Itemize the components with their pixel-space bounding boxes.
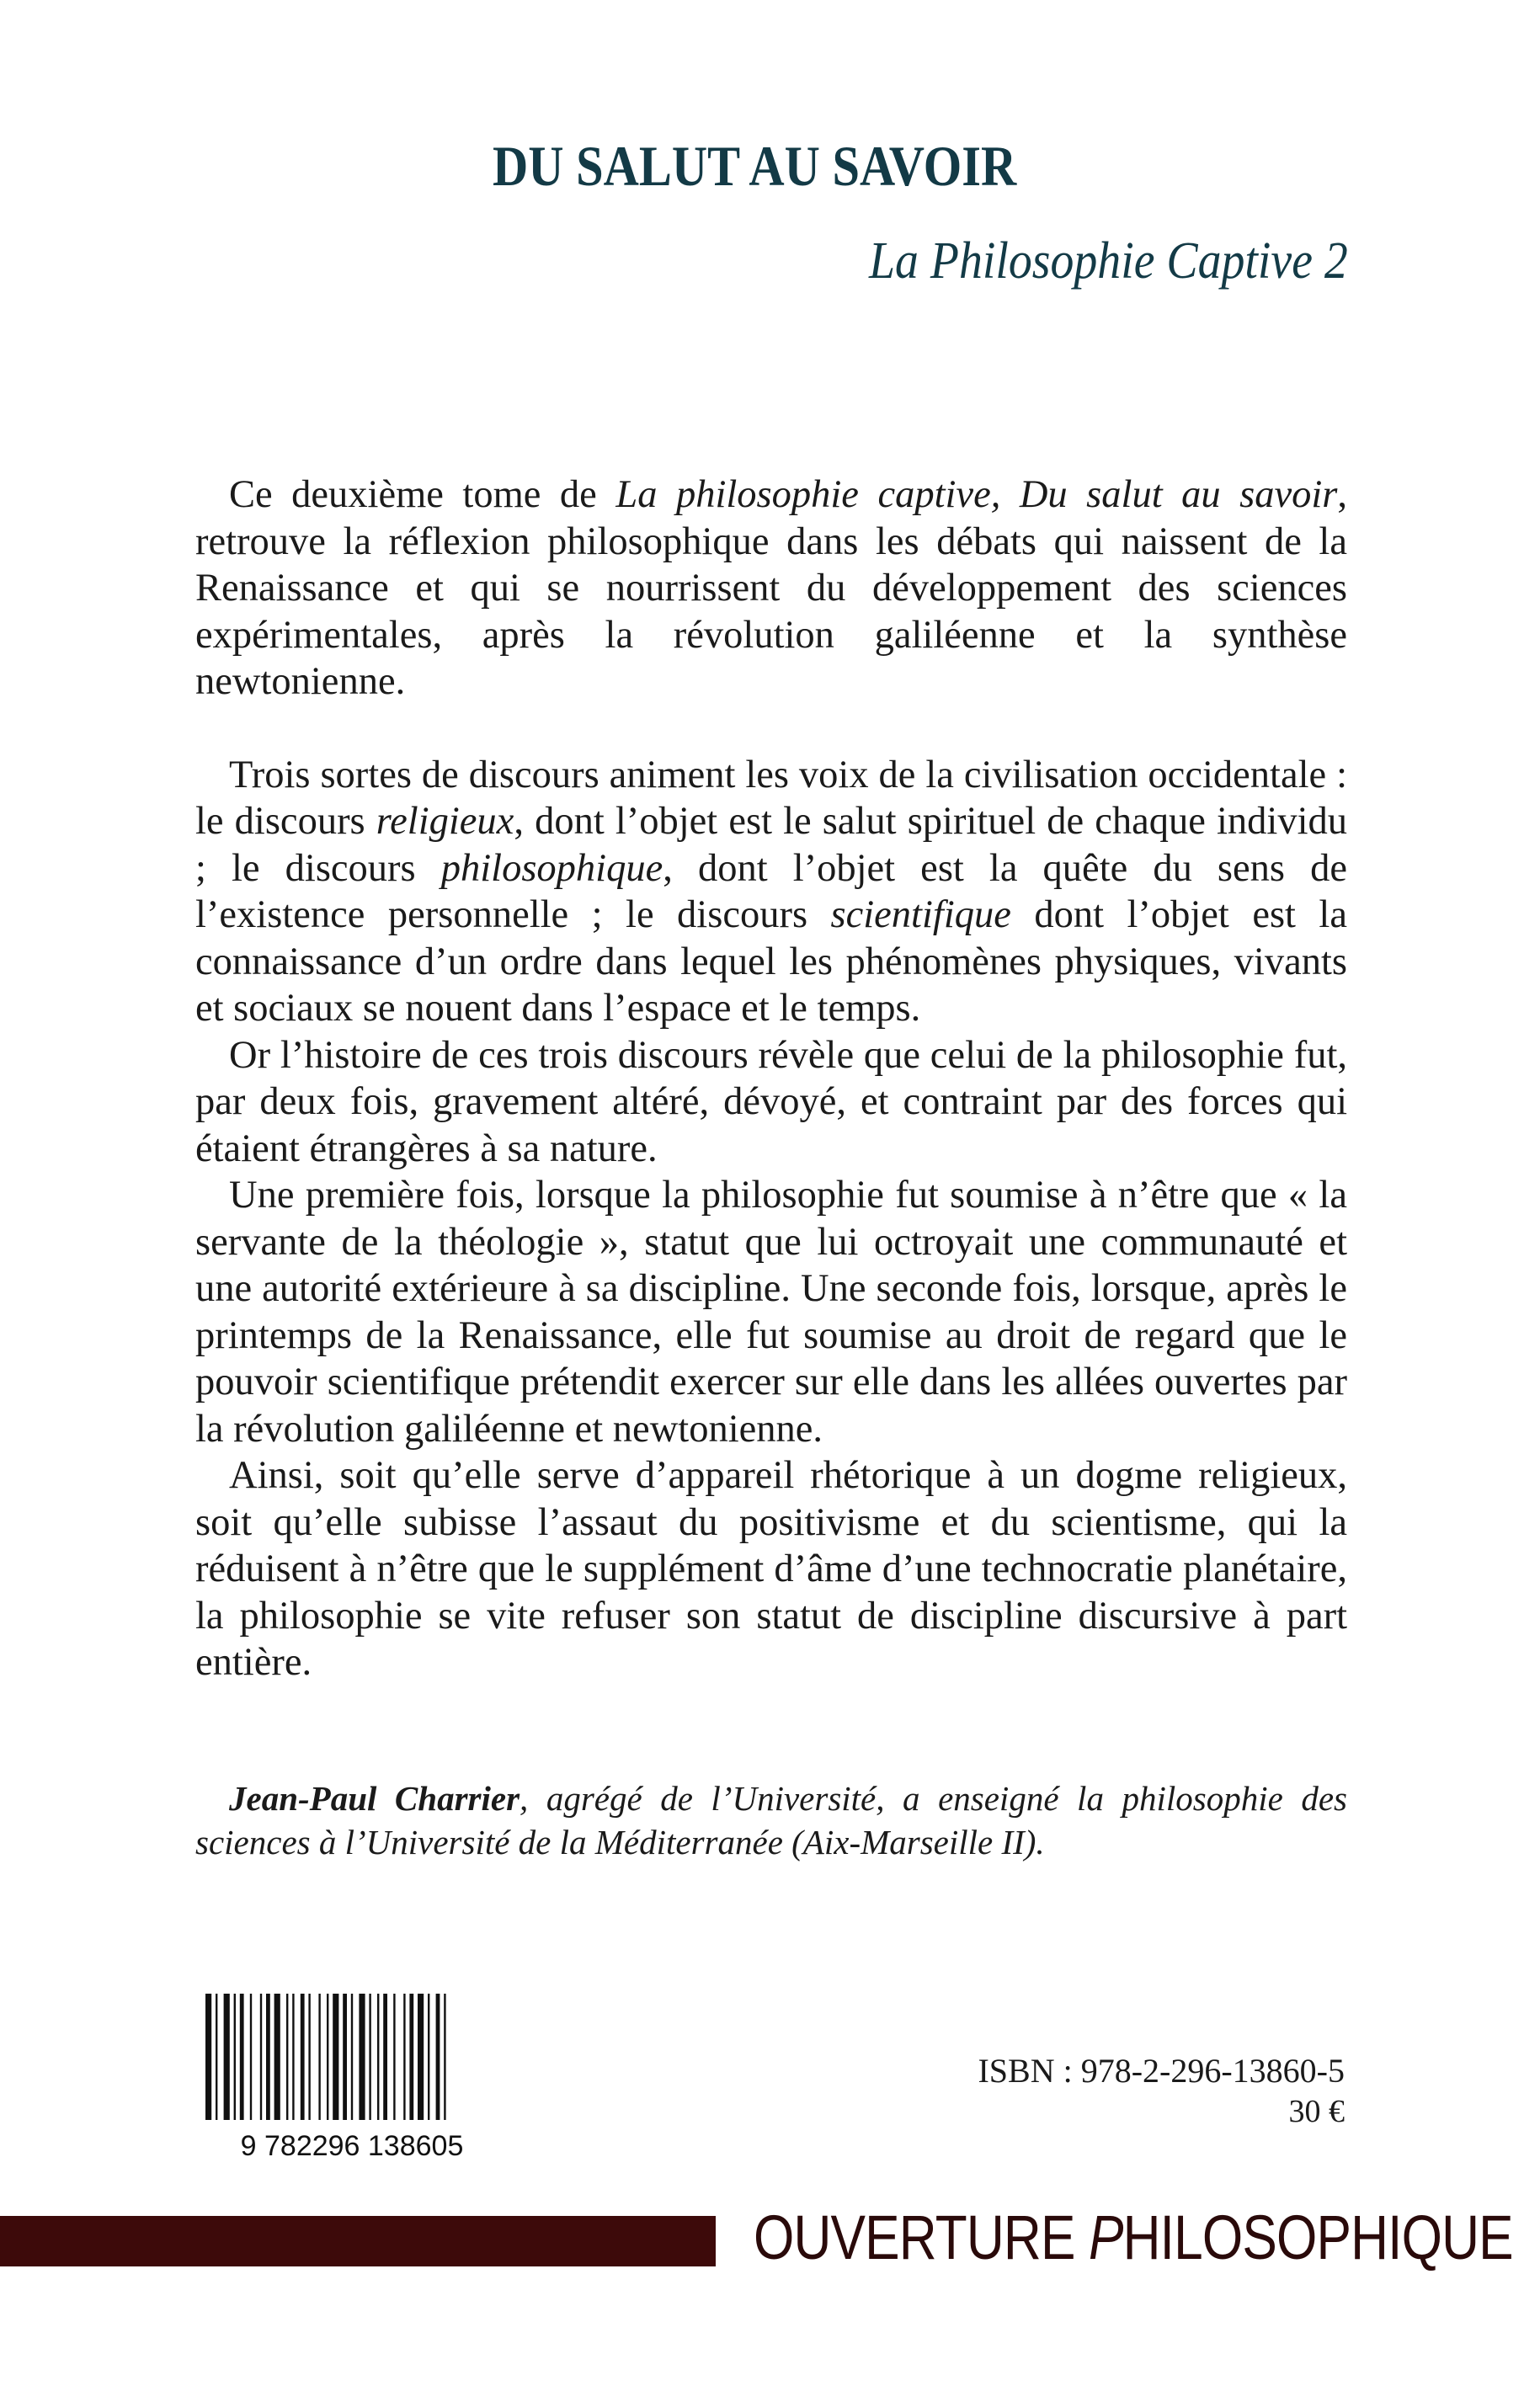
barcode-bar [292, 1994, 294, 2120]
barcode-bar [266, 1994, 270, 2120]
barcode-bars [205, 1994, 446, 2120]
paragraph-5: Ainsi, soit qu’elle serve d’appareil rhétorique à un dogme religieux, soit qu’elle subisse l’assaut du positivisme et du scientisme, qui la réduisent à n’être que le supplément d’âme d’une technocratie planétaire, la philosophie se vite refuser son statut de discipline discursive à part entière. [195, 1454, 1347, 1684]
barcode-bar [369, 1994, 370, 2120]
barcode-bar [308, 1994, 310, 2120]
price: 30 € [1288, 2094, 1345, 2129]
barcode-bar [403, 1994, 405, 2120]
paragraph-3: Or l’histoire de ces trois discours révèle que celui de la philosophie fut, par deux fois, gravement altéré, dévoyé, et contraint par des forces qui étaient étrangères à sa nature. [195, 1033, 1347, 1170]
author-name: Jean-Paul Charrier [229, 1779, 520, 1818]
barcode-bar [393, 1994, 395, 2120]
author-bio: Jean-Paul Charrier, agrégé de l’Université, a enseigné la philosophie des sciences à l’Université de la Méditerranée (Aix-Marseille II). [195, 1779, 1347, 1861]
barcode-bar [318, 1994, 320, 2120]
barcode-bar [418, 1994, 424, 2120]
barcode-bar [409, 1994, 413, 2120]
book-title: DU SALUT AU SAVOIR [493, 134, 1017, 198]
barcode-bar [216, 1994, 217, 2120]
barcode-bar [286, 1994, 288, 2120]
isbn: ISBN : 978-2-296-13860-5 [978, 2052, 1345, 2090]
book-subtitle: La Philosophie Captive 2 [869, 232, 1348, 290]
barcode-bar [240, 1994, 244, 2120]
barcode-bar [428, 1994, 429, 2120]
collection-name: OUVERTURE PHILOSOPHIQUE [754, 2202, 1513, 2272]
paragraph-1: Ce deuxième tome de La philosophie captive, Du salut au savoir, retrouve la réflexion philosophique dans les débats qui naissent de la Renaissance et qui se nourrissent du développement des sciences expérimentales, après la révolution galiléenne et la synthèse newtonienne. [195, 473, 1348, 703]
barcode-bar [351, 1994, 353, 2120]
collection-band [0, 2216, 716, 2266]
barcode-bar [224, 1994, 230, 2120]
barcode-bar [333, 1994, 338, 2120]
barcode-bar [359, 1994, 365, 2120]
barcode-bar [343, 1994, 347, 2120]
barcode-bar [250, 1994, 252, 2120]
barcode-bar [274, 1994, 280, 2120]
barcode-bar [301, 1994, 305, 2120]
barcode-bar [436, 1994, 440, 2120]
barcode-bar [260, 1994, 262, 2120]
paragraph-2: Trois sortes de discours animent les voix de la civilisation occidentale : le discours religieux, dont l’objet est le salut spirituel de chaque individu ; le discours philosophique, dont l’objet est la quête du sens de l’existence personnelle ; le discours scientifique dont l’objet est la connaissance d’un ordre dans lequel les phénomènes physiques, vivants et sociaux se nouent dans l’espace et le temps. [195, 753, 1348, 1030]
barcode-bar [377, 1994, 379, 2120]
barcode [200, 1994, 504, 2162]
barcode-bar [234, 1994, 236, 2120]
barcode-bar [327, 1994, 328, 2120]
back-cover-summary [195, 471, 1347, 1686]
barcode-bar [444, 1994, 445, 2120]
barcode-bar [383, 1994, 387, 2120]
paragraph-4: Une première fois, lorsque la philosophie fut soumise à n’être que « la servante de la théologie », statut que lui octroyait une communauté et une autorité extérieure à sa discipline. Une seconde fois, lorsque, après le printemps de la Renaissance, elle fut soumise au droit de regard que le pouvoir scientifique prétendit exercer sur elle dans les allées ouvertes par la révolution galiléenne et newtonienne. [195, 1174, 1347, 1451]
barcode-digits: 9 782296 138605 [240, 2130, 464, 2162]
barcode-bar [205, 1994, 211, 2120]
